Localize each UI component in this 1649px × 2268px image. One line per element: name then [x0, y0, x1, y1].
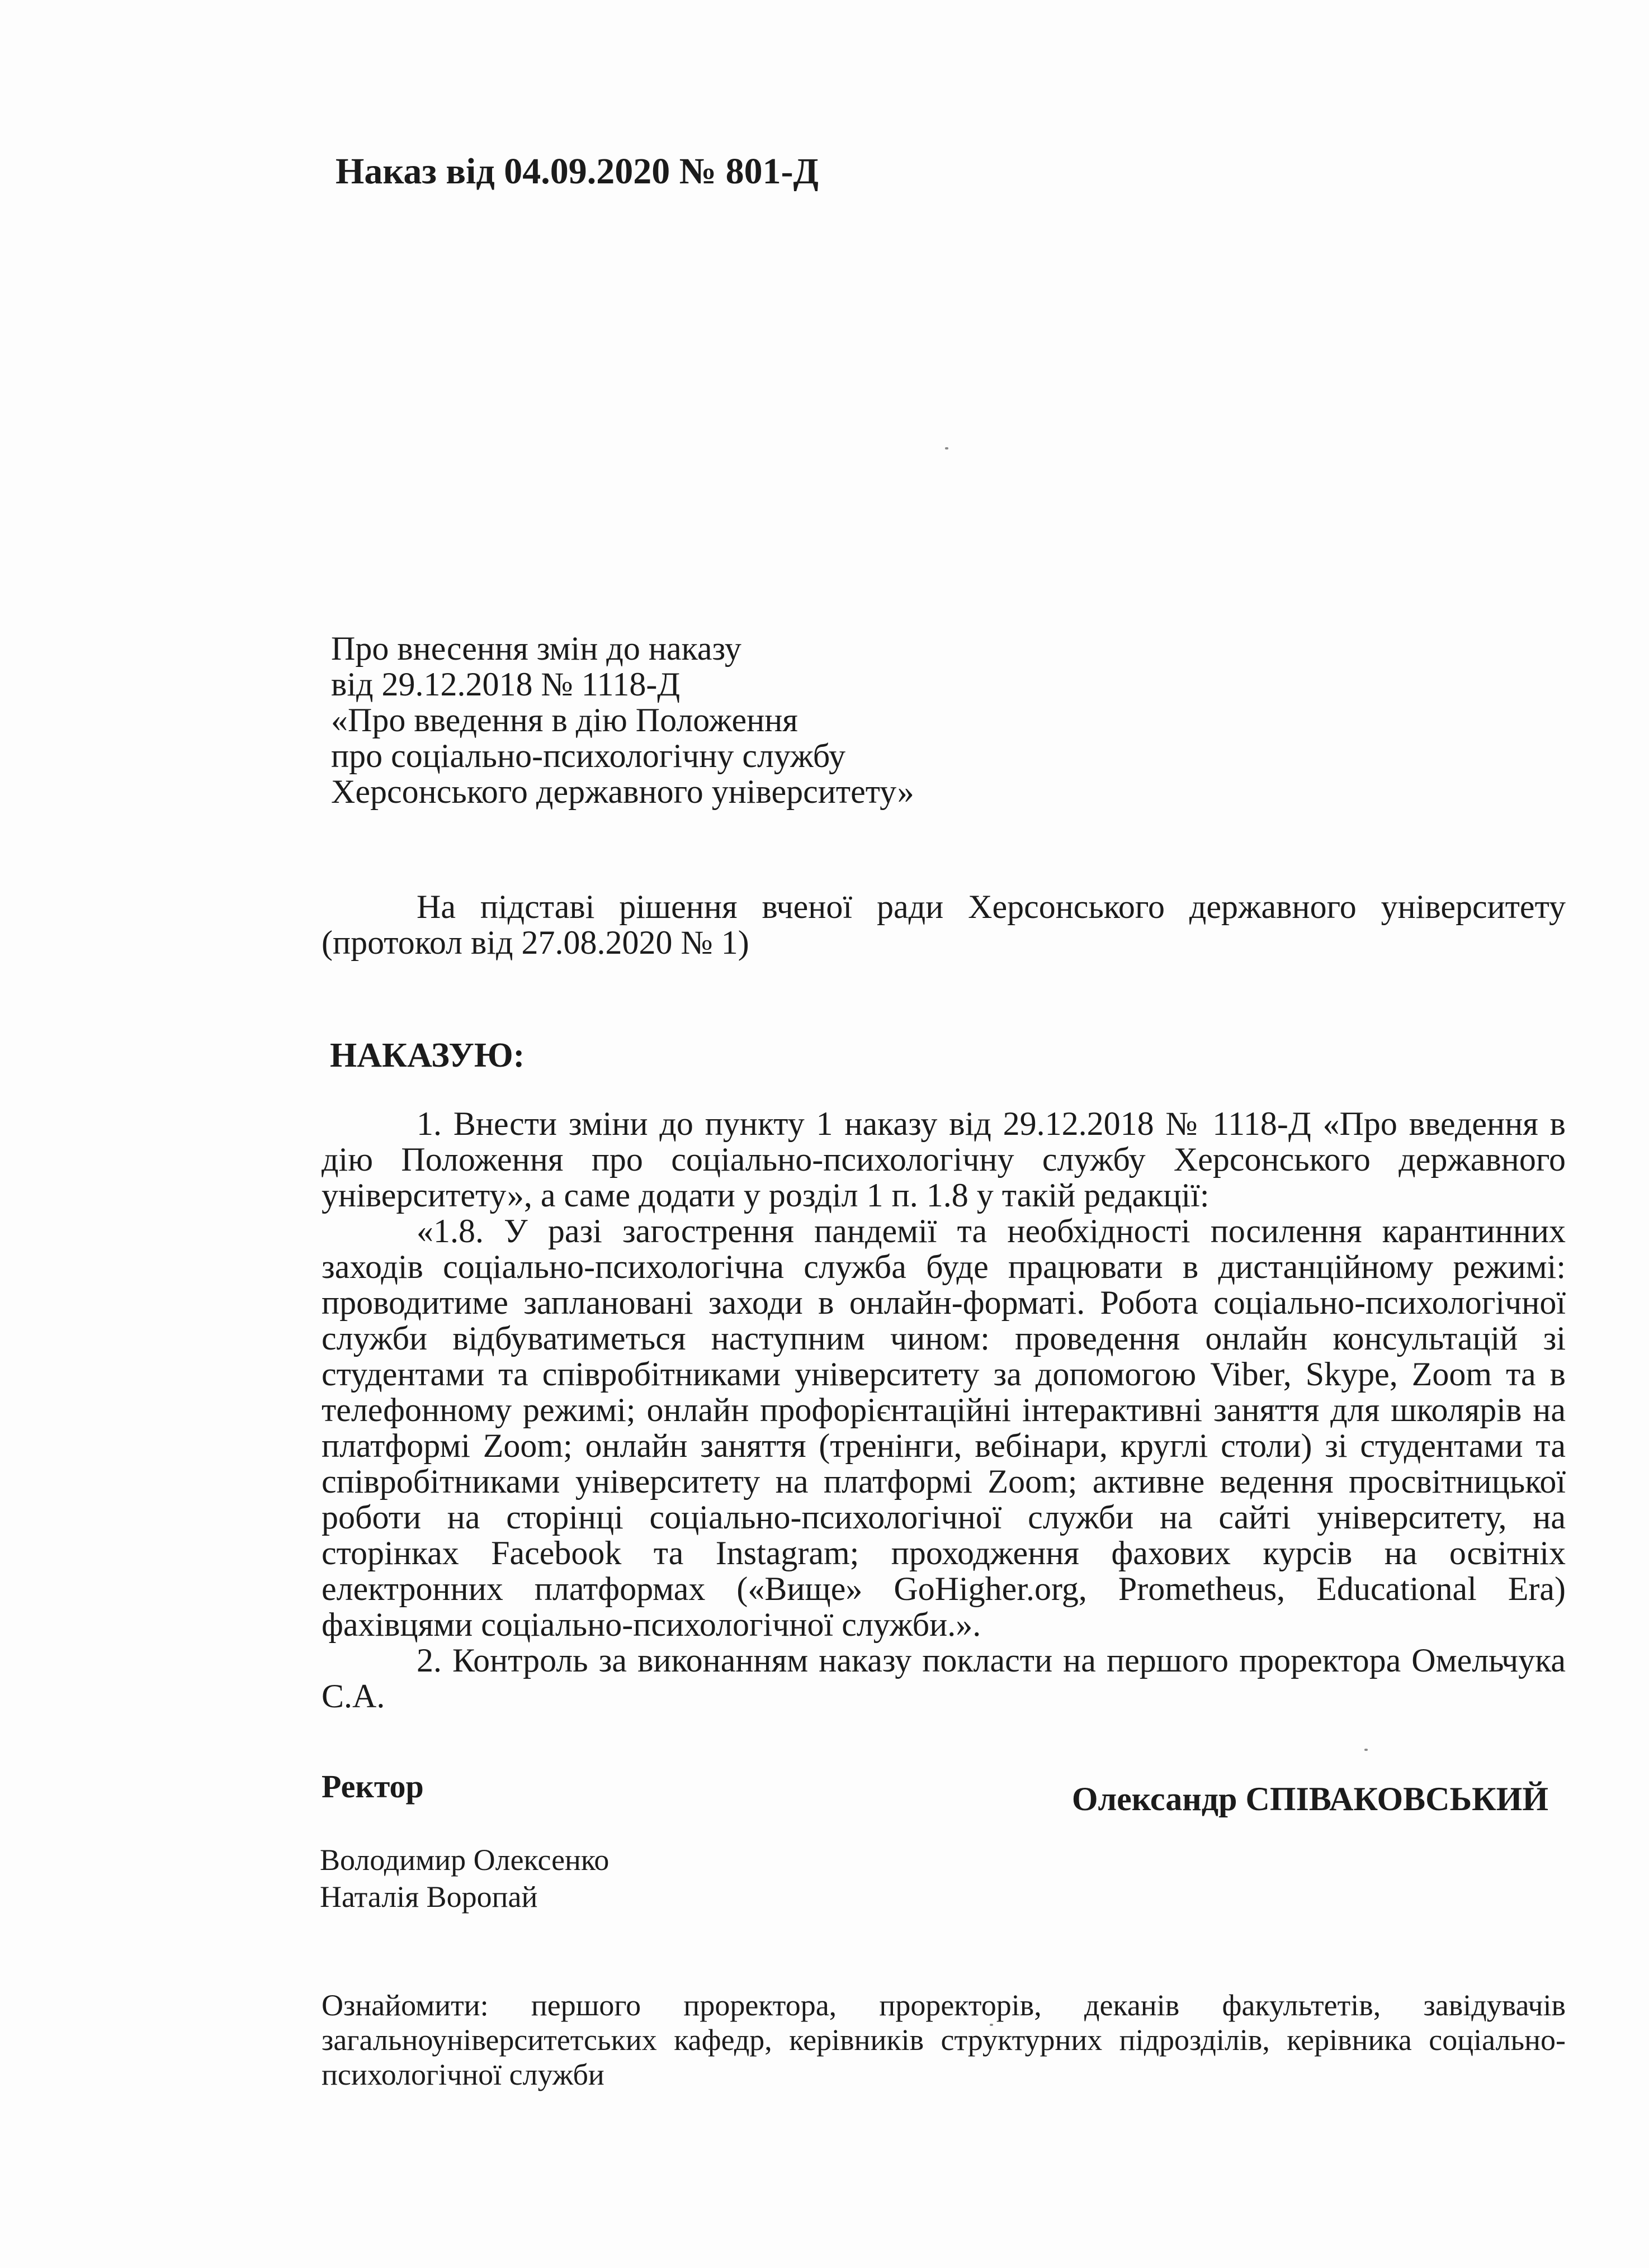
- acquaint-list: Ознайомити: першого проректора, проректорів, деканів факультетів, завідувачів загальноуніверситетських кафедр, керівників структурних підрозділів, керівника соціально-психологічної служби: [322, 1988, 1566, 2091]
- subject-line: від 29.12.2018 № 1118-Д: [331, 666, 681, 703]
- order-items: [322, 1106, 1566, 1714]
- order-subject: [331, 631, 914, 809]
- subject-line: про соціально-психологічну службу: [331, 737, 846, 774]
- scan-speck: [945, 447, 948, 449]
- order-item: «1.8. У разі загострення пандемії та необхідності посилення карантинних заходів соціально-психологічна служба буде працювати в дистанційному режимі: проводитиме заплановані заходи в онлайн-форматі. Робота соціально-психологічної служби відбуватиметься наступним чином: проведення онлайн консультацій зі студентами та співробітниками університету за допомогою Viber, Skype, Zoom та в телефонному режимі; онлайн профорієнтаційні інтерактивні заняття для школярів на платформі Zoom; онлайн заняття (тренінги, вебінари, круглі столи) зі студентами та співробітниками університету на платформі Zoom; активне ведення просвітницької роботи на сторінці соціально-психологічної служби на сайті університету, на сторінках Facebook та Instagram; проходження фахових курсів на освітніх електронних платформах («Вище» GoHigher.org, Prometheus, Educational Era) фахівцями соціально-психологічної служби.».: [322, 1213, 1566, 1643]
- signatory-name: Олександр СПІВАКОВСЬКИЙ: [1071, 1781, 1548, 1817]
- order-title: Наказ від 04.09.2020 № 801-Д: [336, 151, 819, 192]
- order-heading: НАКАЗУЮ:: [330, 1036, 525, 1074]
- subject-line: Херсонського державного університету»: [331, 773, 914, 810]
- scan-speck: [1364, 1749, 1368, 1751]
- order-basis: На підставі рішення вченої ради Херсонського державного університету (протокол від 27.08.2020 № 1): [322, 888, 1566, 961]
- subject-line: Про внесення змін до наказу: [331, 630, 741, 667]
- prepared-by: [320, 1841, 609, 1915]
- signatory-role: Ректор: [322, 1768, 424, 1805]
- prepared-by-name: Володимир Олексенко: [320, 1843, 609, 1877]
- subject-line: «Про введення в дію Положення: [331, 702, 798, 738]
- order-item: 1. Внести зміни до пункту 1 наказу від 29.12.2018 № 1118-Д «Про введення в дію Положення про соціально-психологічну службу Херсонського державного університету», а саме додати у розділ 1 п. 1.8 у такій редакції:: [322, 1105, 1566, 1214]
- prepared-by-name: Наталія Воропай: [320, 1880, 538, 1914]
- order-item: 2. Контроль за виконанням наказу покласти на першого проректора Омельчука С.А.: [322, 1642, 1566, 1715]
